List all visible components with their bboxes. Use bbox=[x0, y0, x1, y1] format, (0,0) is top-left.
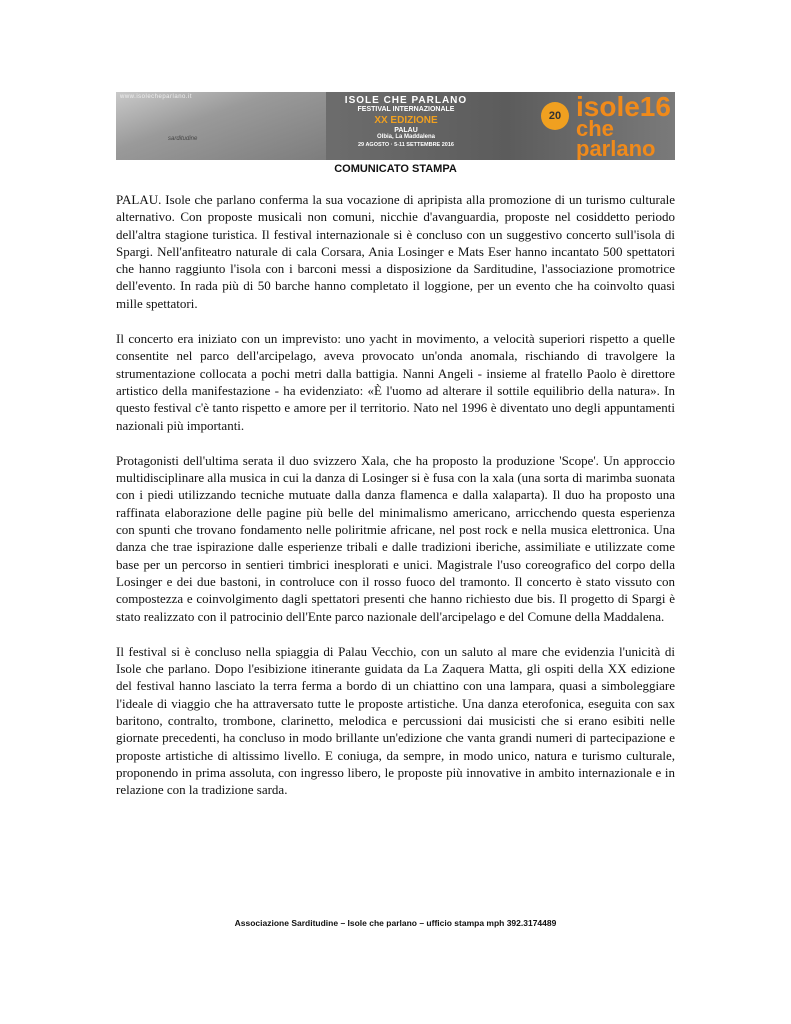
banner-line5: Olbia, La Maddalena bbox=[376, 134, 435, 140]
header-banner bbox=[116, 92, 675, 160]
logo-bottom: che parlano bbox=[576, 116, 656, 160]
paragraph: Il concerto era iniziato con un imprevisto: uno yacht in movimento, a velocità superiori rispetto a quelle consentite nel parco dell'arcipelago, aveva provocato un'onda anomala, rischiando di travolgere la strumentazione collocata a pochi metri dalla battigia. Nanni Angeli - insieme al fratello Paolo è direttore artistico della manifestazione - ha evidenziato: «È l'uomo ad alterare il sottile equilibrio della natura». In questo festival c'è tanto rispetto e amore per il territorio. Nato nel 1996 è diventato uno degli appuntamenti nazionali più importanti. bbox=[116, 331, 675, 433]
document-footer: Associazione Sarditudine – Isole che parlano – ufficio stampa mph 392.3174489 bbox=[234, 918, 557, 928]
banner-sponsor: sarditudine bbox=[168, 136, 198, 142]
festival-logo bbox=[576, 94, 675, 159]
banner-line6: 29 AGOSTO · 5-11 SETTEMBRE 2016 bbox=[358, 142, 454, 148]
paragraph: Protagonisti dell'ultima serata il duo svizzero Xala, che ha proposto la produzione 'Scope'. Un approccio multidisciplinare alla musica in cui la danza di Losinger si è fusa con la xala (una sorta di marimba suonata con i piedi utilizzando tecniche mutuate dalla danza flamenca e dalla xalaparta). Il duo ha proposto una raffinata elaborazione delle pagine più belle del minimalismo americano, arricchendo questa esperienza con spunti che trovano fondamento nelle poliritmie africane, nel post rock e nella musica elettronica. Una danza che trae ispirazione dalle esperienze tribali e dalle tradizioni iberiche, assimiliate e utilizzate come base per un percorso in sentieri timbrici inesplorati e unici. Magistrale l'uso coreografico del corpo della Losinger e dei due bastoni, in controluce con il rosso fuoco del tramonto. Il concerto è stato vissuto con compostezza e coinvolgimento dagli spettatori presenti che hanno richiesto due bis. Il progetto di Spargi è stato realizzato con il patrocinio dell'Ente parco nazionale dell'arcipelago e del Comune della Maddalena. bbox=[116, 452, 675, 624]
banner-line1: ISOLE CHE PARLANO bbox=[344, 95, 468, 106]
banner-line2: FESTIVAL INTERNAZIONALE bbox=[357, 106, 455, 113]
document-body bbox=[116, 191, 675, 817]
anniversary-badge: 20 bbox=[541, 102, 569, 130]
banner-line4: PALAU bbox=[394, 127, 418, 134]
document-title: COMUNICATO STAMPA bbox=[334, 163, 457, 175]
paragraph: PALAU. Isole che parlano conferma la sua vocazione di apripista alla promozione di un turismo culturale alternativo. Con proposte musicali non comuni, nicchie d'avanguardia, proposte nel cosiddetto periodo dell'altra stagione turistica. Il festival internazionale si è concluso con un suggestivo concerto sull'isola di Spargi. Nell'anfiteatro naturale di cala Corsara, Ania Losinger e Mats Eser hanno incantato 500 spettatori che hanno raggiunto l'isola con i barconi messi a disposizione da Sarditudine, l'associazione promotrice dell'evento. In rada più di 50 barche hanno completato il loggione, per un evento che ha coinvolto quasi mille spettatori. bbox=[116, 192, 675, 311]
banner-festival-info bbox=[326, 92, 486, 160]
logo-top: isole16 bbox=[576, 92, 671, 122]
banner-line3: XX EDIZIONE bbox=[374, 115, 438, 126]
banner-photo bbox=[116, 92, 326, 160]
banner-url: www.isolecheparlano.it bbox=[120, 94, 193, 100]
paragraph: Il festival si è concluso nella spiaggia di Palau Vecchio, con un saluto al mare che evidenzia l'unicità di Isole che parlano. Dopo l'esibizione itinerante guidata da La Zaquera Matta, gli ospiti della XX edizione del festival hanno lasciato la terra ferma a bordo di un chiattino con una lampara, quasi a simboleggiare l'ideale di viaggio che ha attraversato tutte le proposte artistiche. Una danza eterofonica, eseguita con sax baritono, contralto, trombone, clarinetto, melodica e percussioni dai musicisti che si erano esibiti nelle giornate precedenti, ha concluso in modo brillante un'edizione che vanta grandi numeri di partecipazione e proposte artistiche di altissimo livello. E coniuga, da sempre, in modo unico, natura e turismo culturale, proponendo in prima assoluta, con ingresso libero, le proposte più innovative in ambito internazionale e in relazione con la tradizione sarda. bbox=[116, 643, 675, 798]
